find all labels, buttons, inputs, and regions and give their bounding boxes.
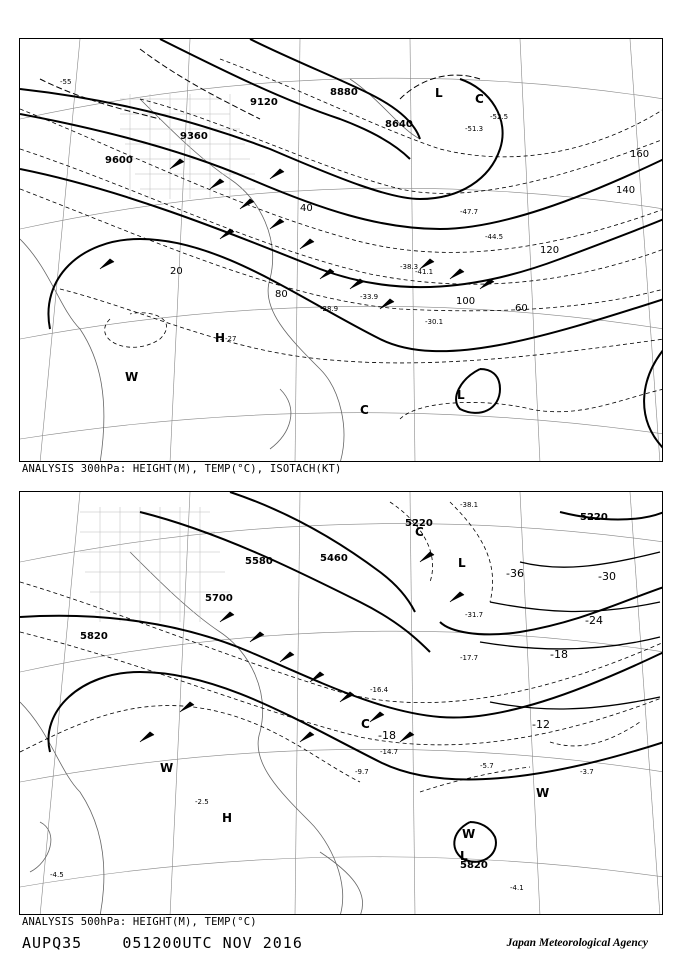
low-center: L: [460, 849, 468, 863]
height-label: 9360: [180, 131, 208, 142]
temp-contour-label: -36: [506, 567, 524, 580]
temp-label: -31.7: [465, 611, 484, 619]
analysis-500hpa-map: [19, 491, 663, 915]
temp-label: -27: [225, 335, 237, 343]
footer-chart-id: [22, 934, 303, 952]
low-center: L: [457, 388, 465, 402]
low-center: L: [458, 556, 466, 570]
height-label: 5220: [405, 518, 433, 529]
isotach-label: 120: [540, 245, 560, 256]
cold-center: C: [475, 92, 484, 106]
temp-label: -47.7: [460, 208, 479, 216]
latlon-grid: [20, 39, 663, 462]
temp-label: -41.1: [415, 268, 434, 276]
height-label: 8880: [330, 87, 358, 98]
chart-code: AUPQ35: [22, 934, 83, 952]
temp-label: -38.3: [400, 263, 419, 271]
caption-300hpa: ANALYSIS 300hPa: HEIGHT(M), TEMP(°C), ISOTACH(KT): [22, 463, 342, 475]
temp-contour-label: -18: [550, 648, 568, 661]
temp-contour-label: -18: [378, 729, 396, 742]
high-center: H: [215, 331, 226, 345]
temp-contour-label: -30: [598, 570, 616, 583]
temp-label: -52.5: [490, 113, 509, 121]
temp-contour-label-group: [378, 567, 616, 742]
map-300hpa-svg: [20, 39, 663, 462]
isotach-label: 100: [456, 296, 476, 307]
isotach-label: 60: [515, 303, 528, 314]
temp-label: -5.7: [480, 762, 494, 770]
isotach-label: 80: [275, 289, 288, 300]
temp-label: -14.7: [380, 748, 399, 756]
temp-label: -4.5: [50, 871, 64, 879]
temp-label: -16.4: [370, 686, 389, 694]
isotach-label: 20: [170, 266, 183, 277]
isotach-label: 160: [630, 149, 650, 160]
temp-label-group: [60, 78, 508, 343]
high-center: H: [222, 811, 233, 825]
valid-time: 051200UTC NOV 2016: [122, 934, 303, 952]
height-label: 5820: [80, 631, 108, 642]
temp-label: -28.9: [320, 305, 339, 313]
temp-label: -51.3: [465, 125, 484, 133]
height-label: 5220: [580, 512, 608, 523]
map-500hpa-svg: [20, 492, 663, 915]
temp-label: -2.5: [195, 798, 209, 806]
temp-label: -55: [60, 78, 72, 86]
analysis-300hpa-map: [19, 38, 663, 462]
temp-label: -33.9: [360, 293, 379, 301]
isotach-label: 140: [616, 185, 636, 196]
temp-contour-label: -12: [532, 718, 550, 731]
height-label: 5460: [320, 553, 348, 564]
cold-center: C: [360, 403, 369, 417]
temp-label: -3.7: [580, 768, 594, 776]
agency-name: Japan Meteorological Agency: [506, 937, 648, 949]
warm-center: W: [462, 827, 476, 841]
low-center: L: [435, 86, 443, 100]
height-label: 5820: [460, 860, 488, 871]
warm-center: W: [536, 786, 550, 800]
temp-label: -9.7: [355, 768, 369, 776]
isotach-label: 40: [300, 203, 313, 214]
height-contours: [20, 492, 663, 862]
temp-label: -30.1: [425, 318, 444, 326]
temp-label: -44.5: [485, 233, 504, 241]
warm-center: W: [160, 761, 174, 775]
caption-500hpa: ANALYSIS 500hPa: HEIGHT(M), TEMP(°C): [22, 916, 257, 928]
center-label-group: [160, 525, 549, 863]
temp-label: -4.1: [510, 884, 524, 892]
temp-label: -38.1: [460, 501, 479, 509]
hatched-region: [80, 507, 230, 622]
temp-contour-label: -24: [585, 614, 603, 627]
height-label: 9600: [105, 155, 133, 166]
warm-center: W: [125, 370, 139, 384]
height-label: 8640: [385, 119, 413, 130]
isotherms: [20, 59, 663, 419]
cold-center: C: [415, 525, 424, 539]
height-label: 5580: [245, 556, 273, 567]
isotachs: [40, 49, 480, 119]
height-label: 9120: [250, 97, 278, 108]
height-label: 5700: [205, 593, 233, 604]
cold-center: C: [361, 717, 370, 731]
temp-label: -17.7: [460, 654, 479, 662]
